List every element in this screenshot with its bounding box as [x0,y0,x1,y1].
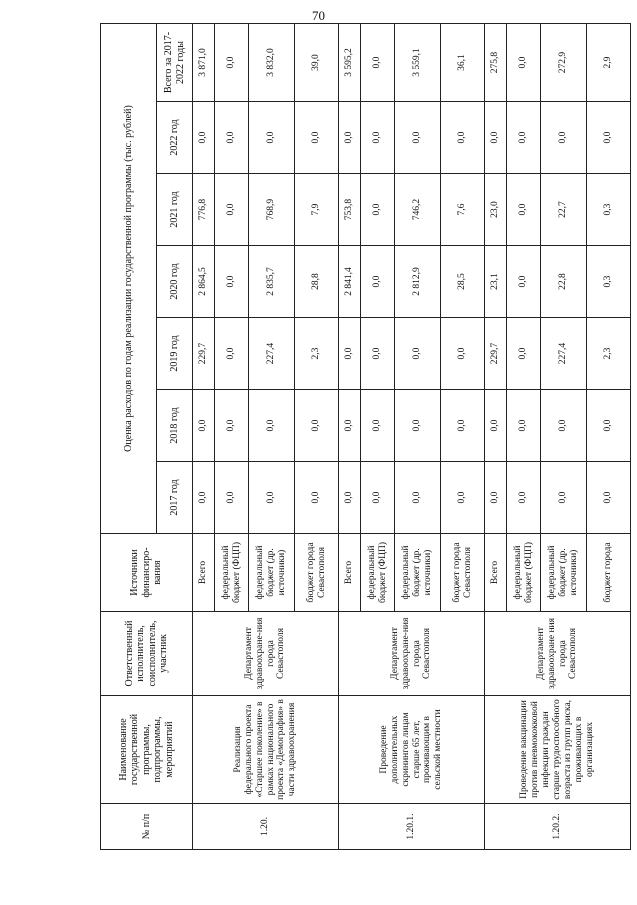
year-value: 2 812,9 [395,246,441,318]
year-value: 2 835,7 [249,246,295,318]
year-value: 0,0 [295,462,339,534]
year-value: 0,0 [361,246,395,318]
funding-source: бюджет города [587,534,631,612]
funding-source: Всего [193,534,215,612]
row-number: 1.20.1. [339,804,485,850]
year-value: 0,0 [541,462,587,534]
year-value: 229,7 [193,318,215,390]
year-value: 0,0 [485,390,507,462]
measure-name: Реализация федерального проекта «Старшее поколение» в рамках национального проекта «Демография» в части здравоохранения [193,696,339,804]
funding-source: федеральный бюджет (ФЦП) [507,534,541,612]
year-value: 0,0 [361,462,395,534]
header-year: 2019 год [157,318,193,390]
header-num: № п/п [101,804,193,850]
header-source: Источники финансиро-вания [101,534,193,612]
year-value: 0,0 [215,102,249,174]
year-value: 0,0 [215,390,249,462]
table-body [193,23,631,849]
executor: Департамент здравоохране ния города Севастополя [485,612,631,696]
year-value: 0,0 [339,390,361,462]
year-value: 227,4 [249,318,295,390]
total-value: 0,0 [507,23,541,101]
header-total: Всего за 2017-2022 годы [157,23,193,101]
year-value: 0,0 [339,462,361,534]
funding-source: федеральный бюджет (ФЦП) [215,534,249,612]
year-value: 753,8 [339,174,361,246]
year-value: 2 841,4 [339,246,361,318]
year-value: 0,0 [587,462,631,534]
year-value: 7,6 [441,174,485,246]
year-value: 0,0 [361,318,395,390]
year-value: 0,0 [361,102,395,174]
year-value: 28,5 [441,246,485,318]
table-row [485,23,507,849]
rotated-table-container [100,24,628,850]
year-value: 0,0 [215,318,249,390]
funding-source: Всего [485,534,507,612]
financing-table [100,23,631,850]
year-value: 23,1 [485,246,507,318]
year-value: 229,7 [485,318,507,390]
header-year: 2022 год [157,102,193,174]
executor: Департамент здравоохране-ния города Севастополя [193,612,339,696]
year-value: 0,0 [249,102,295,174]
total-value: 39,0 [295,23,339,101]
year-value: 22,8 [541,246,587,318]
year-value: 0,0 [507,390,541,462]
total-value: 0,0 [361,23,395,101]
year-value: 0,0 [485,462,507,534]
total-value: 0,0 [215,23,249,101]
year-value: 0,3 [587,246,631,318]
year-value: 28,8 [295,246,339,318]
header-year: 2018 год [157,390,193,462]
year-value: 7,9 [295,174,339,246]
year-value: 0,0 [507,462,541,534]
year-value: 0,0 [441,462,485,534]
measure-name: Проведение вакцинации против пневмококковой инфекции граждан старше трудоспособного возраста из групп риска, проживающих в организациях [485,696,631,804]
year-value: 0,0 [193,102,215,174]
year-value: 0,0 [361,174,395,246]
year-value: 0,0 [215,246,249,318]
table-row [193,23,215,849]
header-year: 2021 год [157,174,193,246]
header-executor: Ответственный исполнитель, соисполнитель, участник [101,612,193,696]
year-value: 0,0 [193,390,215,462]
year-value: 23,0 [485,174,507,246]
funding-source: федеральный бюджет (др. источники) [395,534,441,612]
year-value: 0,0 [361,390,395,462]
funding-source: федеральный бюджет (ФЦП) [361,534,395,612]
table-row [339,23,361,849]
total-value: 2,9 [587,23,631,101]
year-value: 0,3 [587,174,631,246]
total-value: 275,8 [485,23,507,101]
year-value: 0,0 [249,462,295,534]
year-value: 0,0 [395,318,441,390]
year-value: 0,0 [507,174,541,246]
year-value: 2,3 [587,318,631,390]
header-year: 2017 год [157,462,193,534]
year-value: 768,9 [249,174,295,246]
year-value: 776,8 [193,174,215,246]
year-value: 0,0 [441,318,485,390]
total-value: 3 595,2 [339,23,361,101]
year-value: 0,0 [441,390,485,462]
year-value: 0,0 [507,246,541,318]
page-number: 70 [312,8,325,23]
year-value: 0,0 [395,102,441,174]
year-value: 0,0 [295,102,339,174]
year-value: 0,0 [249,390,295,462]
funding-source: федеральный бюджет (др. источники) [249,534,295,612]
total-value: 272,9 [541,23,587,101]
year-value: 0,0 [485,102,507,174]
year-value: 0,0 [395,462,441,534]
row-number: 1.20. [193,804,339,850]
year-value: 0,0 [587,390,631,462]
year-value: 0,0 [587,102,631,174]
year-value: 0,0 [507,102,541,174]
measure-name: Проведение дополнительных скринингов лицам старше 65 лет, проживающим в сельской местности [339,696,485,804]
total-value: 3 832,0 [249,23,295,101]
year-value: 0,0 [395,390,441,462]
header-year: 2020 год [157,246,193,318]
year-value: 0,0 [541,102,587,174]
year-value: 0,0 [339,318,361,390]
header-estimate: Оценка расходов по годам реализации государственной программы (тыс. рублей) [101,23,157,533]
year-value: 0,0 [215,174,249,246]
year-value: 2,3 [295,318,339,390]
executor: Департамент здравоохране-ния города Севастополя [339,612,485,696]
year-value: 0,0 [541,390,587,462]
year-value: 227,4 [541,318,587,390]
funding-source: Всего [339,534,361,612]
table-header-row [101,23,157,849]
year-value: 2 864,5 [193,246,215,318]
funding-source: бюджет города Севастополя [441,534,485,612]
total-value: 3 559,1 [395,23,441,101]
total-value: 3 871,0 [193,23,215,101]
year-value: 0,0 [193,462,215,534]
header-name: Наименование государственной программы, подпрограммы, мероприятий [101,696,193,804]
funding-source: бюджет города Севастополя [295,534,339,612]
row-number: 1.20.2. [485,804,631,850]
year-value: 0,0 [295,390,339,462]
year-value: 0,0 [507,318,541,390]
year-value: 0,0 [339,102,361,174]
funding-source: федеральный бюджет (др. источники) [541,534,587,612]
total-value: 36,1 [441,23,485,101]
year-value: 0,0 [215,462,249,534]
year-value: 22,7 [541,174,587,246]
year-value: 0,0 [441,102,485,174]
year-value: 746,2 [395,174,441,246]
